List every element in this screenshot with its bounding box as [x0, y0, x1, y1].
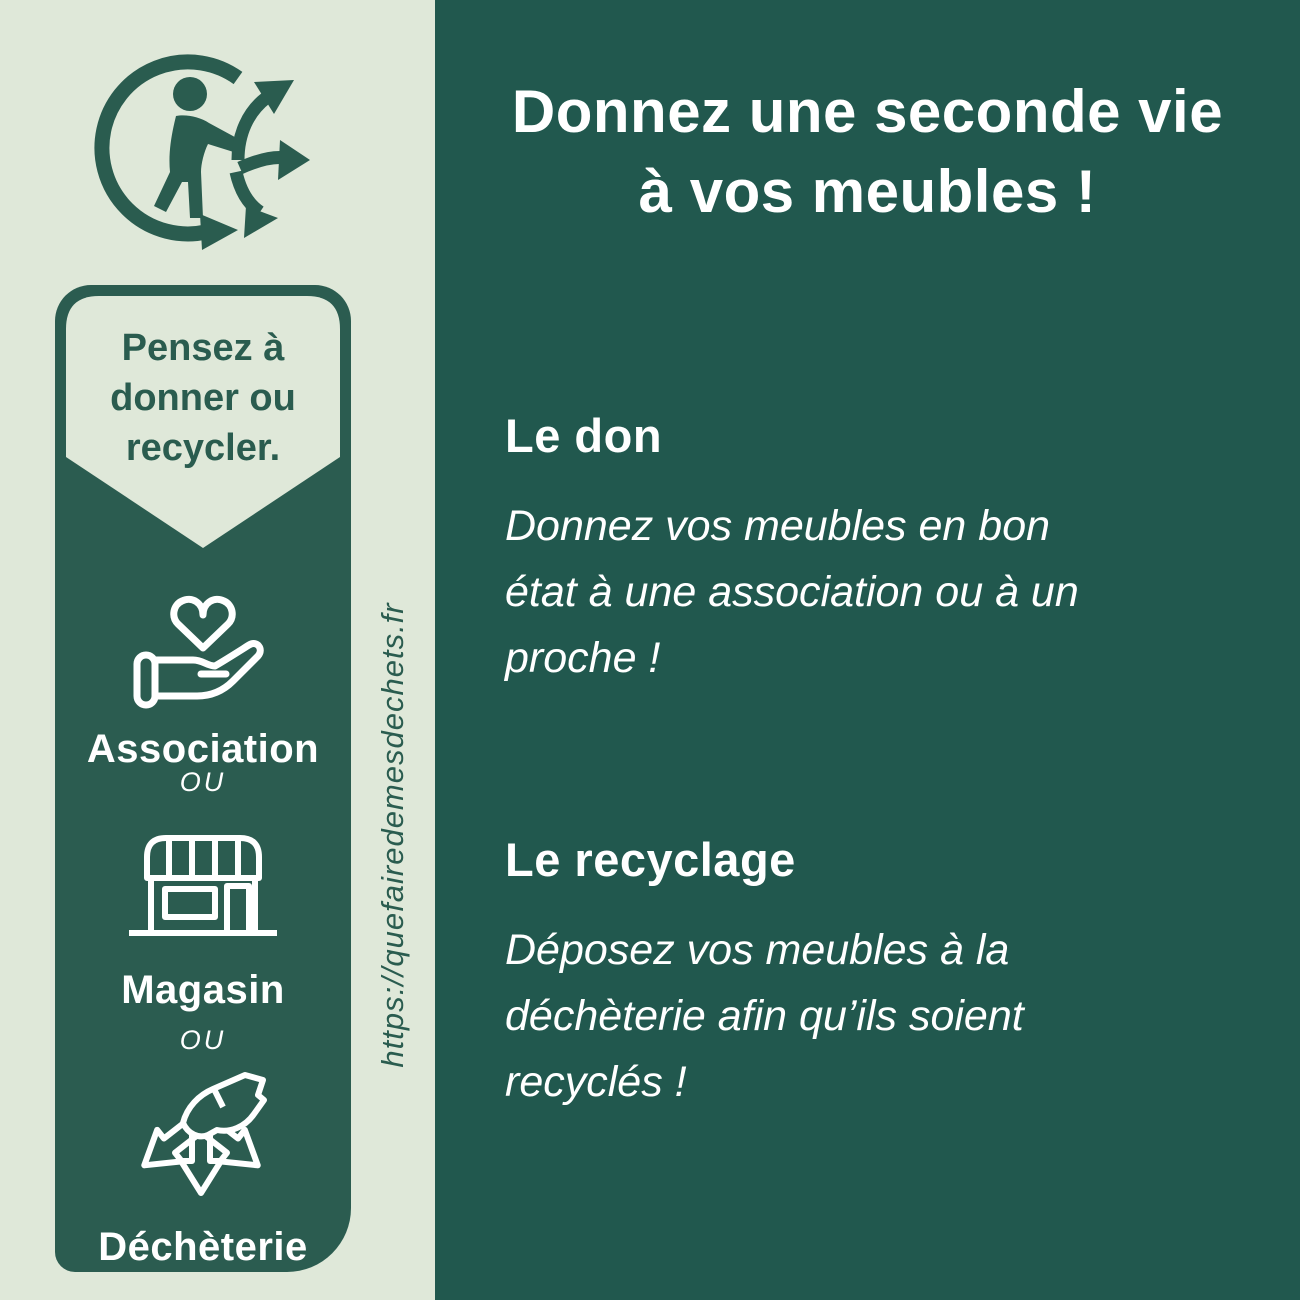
separator-ou: OU: [179, 1025, 227, 1055]
option-association: [55, 573, 351, 772]
title-line: à vos meubles !: [638, 158, 1097, 225]
banner-message: [55, 323, 351, 473]
page-title: [435, 72, 1300, 232]
triman-recycling-logo-icon: [88, 48, 316, 260]
separator-ou: OU: [179, 767, 227, 797]
body-line: recyclés !: [505, 1058, 687, 1106]
main-panel: [435, 0, 1300, 1300]
section-body: [505, 493, 1245, 691]
storefront-icon: [123, 825, 283, 950]
option-magasin: [55, 825, 351, 1013]
section-body: [505, 917, 1245, 1115]
body-line: déchèterie afin qu’ils soient: [505, 992, 1024, 1040]
option-label: Déchèterie: [98, 1225, 308, 1269]
hand-heart-icon: [123, 573, 283, 713]
section-heading: Le recyclage: [505, 833, 796, 886]
body-line: proche !: [505, 634, 661, 682]
hand-sorting-arrows-icon: [123, 1067, 283, 1209]
banner-line: recycler.: [125, 427, 281, 469]
website-url: https://quefairedemesdechets.fr: [375, 602, 410, 1068]
left-options-column: [55, 285, 351, 1272]
section-heading: Le don: [505, 409, 663, 462]
banner-line: Pensez à: [121, 327, 285, 369]
banner-line: donner ou: [110, 377, 296, 419]
section-le-don: [505, 408, 1245, 691]
title-line: Donnez une seconde vie: [511, 78, 1224, 145]
body-line: Donnez vos meubles en bon: [505, 502, 1051, 550]
body-line: état à une association ou à un: [505, 568, 1079, 616]
section-le-recyclage: [505, 832, 1245, 1115]
body-line: Déposez vos meubles à la: [505, 926, 1010, 974]
option-decheterie: [55, 1067, 351, 1270]
option-label: Magasin: [121, 968, 285, 1012]
option-label: Association: [86, 727, 320, 771]
